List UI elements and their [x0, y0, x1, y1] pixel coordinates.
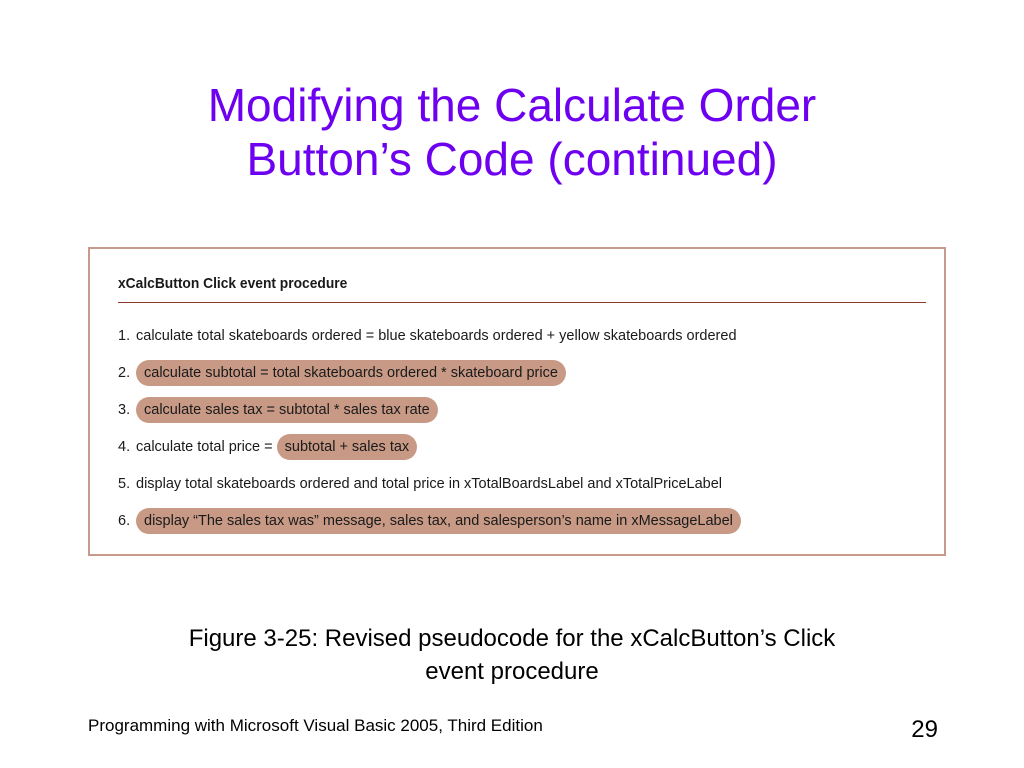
step-number: 3.	[118, 401, 131, 418]
slide-title-line-2: Button’s Code (continued)	[246, 133, 778, 185]
step-highlight: calculate subtotal = total skateboards ordered * skateboard price	[136, 360, 566, 386]
figure-caption-line-2: event procedure	[425, 658, 599, 685]
pseudocode-step-1	[118, 317, 930, 354]
page-number: 29	[911, 716, 938, 743]
figure-caption-line-1: Figure 3-25: Revised pseudocode for the xCalcButton’s Click	[188, 625, 836, 652]
step-text: calculate total skateboards ordered = blue skateboards ordered + yellow skateboards ordered	[136, 327, 737, 344]
step-highlight: calculate sales tax = subtotal * sales tax rate	[136, 397, 438, 423]
pseudocode-step-3	[118, 391, 930, 428]
step-number: 4.	[118, 438, 131, 455]
figure-divider	[118, 302, 926, 303]
step-prefix: calculate total price =	[136, 438, 273, 455]
pseudocode-step-4	[118, 428, 930, 465]
pseudocode-step-6	[118, 502, 930, 539]
slide-title	[0, 78, 1024, 186]
step-text: display total skateboards ordered and total price in xTotalBoardsLabel and xTotalPriceLabel	[136, 475, 722, 492]
step-number: 1.	[118, 327, 131, 344]
pseudocode-step-5	[118, 465, 930, 502]
pseudocode-steps	[118, 317, 930, 539]
figure-heading: xCalcButton Click event procedure	[118, 275, 348, 292]
slide-footer: Programming with Microsoft Visual Basic 2005, Third Edition	[88, 716, 543, 735]
step-number: 5.	[118, 475, 131, 492]
pseudocode-figure	[88, 247, 946, 556]
pseudocode-step-2	[118, 354, 930, 391]
slide-title-line-1: Modifying the Calculate Order	[207, 79, 817, 131]
step-highlight: subtotal + sales tax	[277, 434, 418, 460]
step-number: 6.	[118, 512, 131, 529]
figure-caption	[40, 622, 984, 688]
step-number: 2.	[118, 364, 131, 381]
step-highlight: display “The sales tax was” message, sales tax, and salesperson’s name in xMessageLabel	[136, 508, 741, 534]
